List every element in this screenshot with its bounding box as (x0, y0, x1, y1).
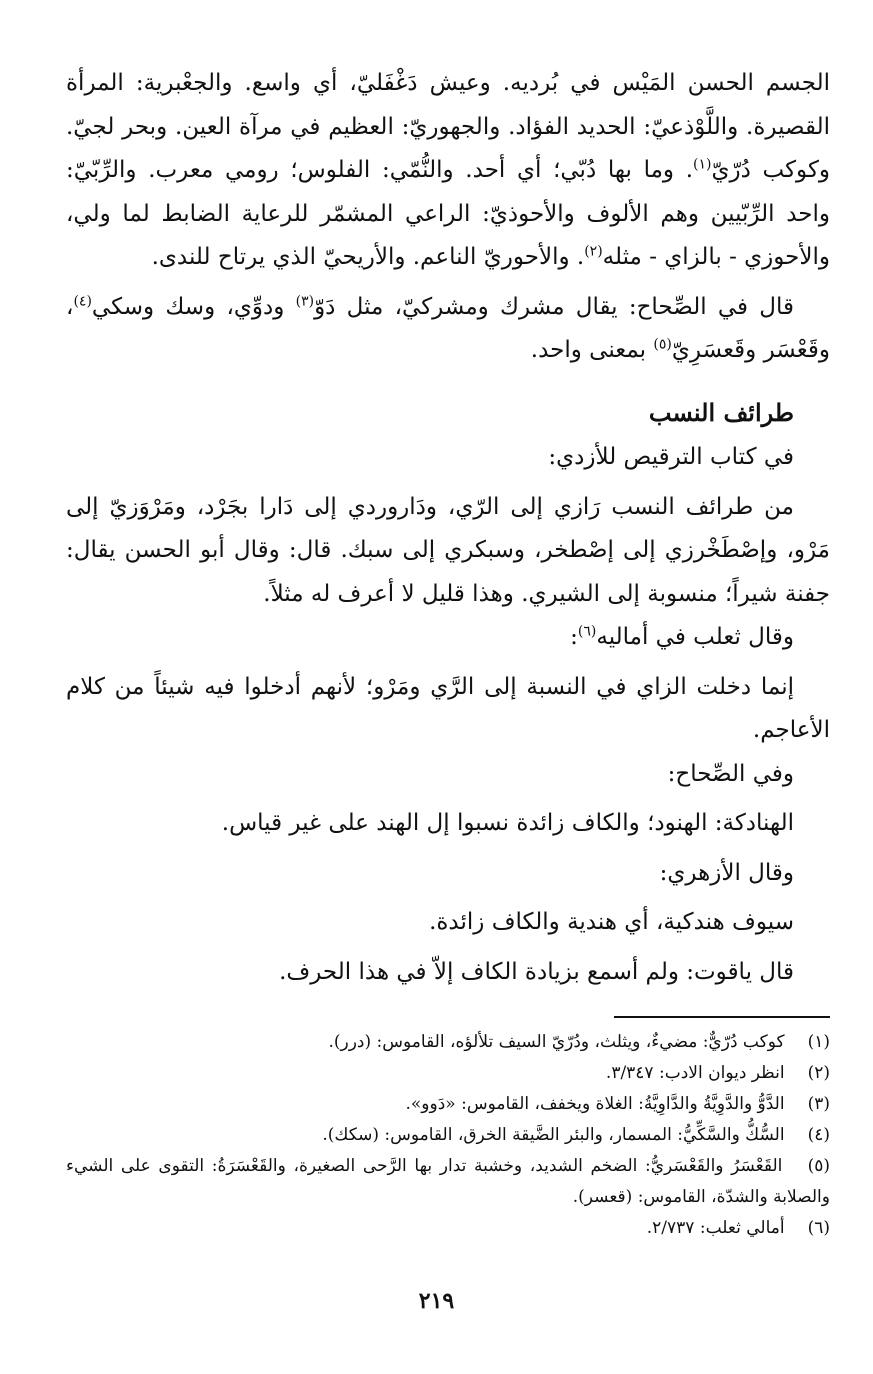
footnote-text: القَعْسَرُ والقَعْسَريُّ: الضخم الشديد، وخشبة تدار بها الرَّحى الصغيرة، والقَعْسَرَةُ: التقوى على الشيء والصلابة والشدّة، القاموس: (قعسر). (66, 1156, 830, 1207)
footnote-1 (66, 1027, 830, 1058)
paragraph-5: وقال ثعلب في أماليه$^{(٦)}$: (570, 623, 794, 650)
paragraph-11: قال ياقوت: ولم أسمع بزيادة الكاف إلاّ في هذا الحرف. (279, 958, 794, 985)
footnote-ref-2[interactable]: (٢) (584, 243, 603, 260)
footnote-number: (٣) (807, 1094, 830, 1114)
footnote-5 (66, 1151, 830, 1213)
footnote-text: الدَّوُّ والدَّوِيَّةُ والدَّاوِيَّةُ: الغلاة ويخفف، القاموس: «دَوو». (405, 1094, 785, 1114)
footnotes (66, 1027, 830, 1244)
footnote-divider (614, 1016, 830, 1018)
paragraph-10: سيوف هندكية، أي هندية والكاف زائدة. (429, 909, 794, 935)
paragraph-7: وفي الصِّحاح: (667, 760, 794, 787)
footnote-number: (٦) (807, 1218, 830, 1238)
paragraph-4: من طرائف النسب رَازي إلى الرّي، ودَاروردي إلى دَارا بجَرْد، ومَرْوَزيّ إلى مَرْو، وإصْطَخْرزي إلى إصْطخر، وسبكري إلى سبك. قال: وقال أبو الحسن يقال: جفنة شيراً؛ منسوبة إلى الشيري. وهذا قليل لا أعرف له مثلاً. (66, 493, 830, 607)
footnote-2 (66, 1058, 830, 1089)
paragraph-1: الجسم الحسن المَيْس في بُرديه. وعيش دَغْفَليّ، أي واسع. والجعْبرية: المرأة القصيرة. واللَّوْذعيّ: الحديد الفؤاد. والجهوريّ: العظيم في مرآة العين. وبحر لجيّ. وكوكب دُرّيّ$^{(١)}$. وما بها دُبّي؛ أي أحد. والنُّمّي: الفلوس؛ رومي معرب. والرِّبّيّ: واحد الرِّبّيين وهم الألوف والأحوذيّ: الراعي المشمّر للرعاية الضابط لما ولي، والأحوزي - بالزاي - مثله$^{(٢)}$. والأحوريّ الناعم. والأريحيّ الذي يرتاح للندى. (66, 70, 830, 270)
section-heading: طرائف النسب (648, 397, 794, 427)
main-text (66, 62, 830, 994)
paragraph-6: إنما دخلت الزاي في النسبة إلى الرَّي ومَرْو؛ لأنهم أدخلوا فيه شيئاً من كلام الأعاجم. (66, 673, 830, 743)
footnote-ref-5[interactable]: (٥) (653, 336, 672, 353)
footnote-number: (٢) (807, 1063, 830, 1083)
footnote-ref-4[interactable]: (٤) (73, 292, 92, 309)
footnote-ref-3[interactable]: (٣) (295, 292, 315, 309)
paragraph-2: قال في الصِّحاح: يقال مشرك ومشركيّ، مثل دَوّ$^{(٣)}$ ودوِّي، وسك وسكي$^{(٤)}$، وقَعْسَر وقَعسَرِيّ$^{(٥)}$ بمعنى واحد. (66, 292, 830, 363)
footnote-3 (66, 1089, 830, 1120)
paragraph-3: في كتاب الترقيص للأزدي: (548, 444, 794, 470)
footnote-number: (٤) (807, 1125, 830, 1145)
footnote-text: أمالي ثعلب: ٢/٧٣٧. (646, 1218, 785, 1238)
footnote-text: كوكب دُرّيٌّ: مضيءٌ، ويثلث، ودُرّيّ السيف تلألؤه، القاموس: (درر). (328, 1032, 785, 1052)
paragraph-8: الهنادكة: الهنود؛ والكاف زائدة نسبوا إل الهند على غير قياس. (221, 810, 794, 836)
footnote-6 (66, 1213, 830, 1244)
footnote-ref-1[interactable]: (١) (693, 156, 712, 173)
paragraph-9: وقال الأزهري: (659, 859, 794, 886)
footnote-4 (66, 1120, 830, 1151)
footnote-text: السُّكُّ والسَّكِّيُّ: المسمار، والبئر الضَّيقة الخرق، القاموس: (سكك). (322, 1125, 785, 1145)
footnote-number: (٥) (807, 1156, 831, 1176)
footnote-text: انظر ديوان الادب: ٣/٣٤٧. (605, 1063, 785, 1083)
footnote-number: (١) (807, 1032, 830, 1052)
page-number: ٢١٩ (418, 1288, 455, 1314)
footnote-ref-6[interactable]: (٦) (577, 623, 597, 640)
